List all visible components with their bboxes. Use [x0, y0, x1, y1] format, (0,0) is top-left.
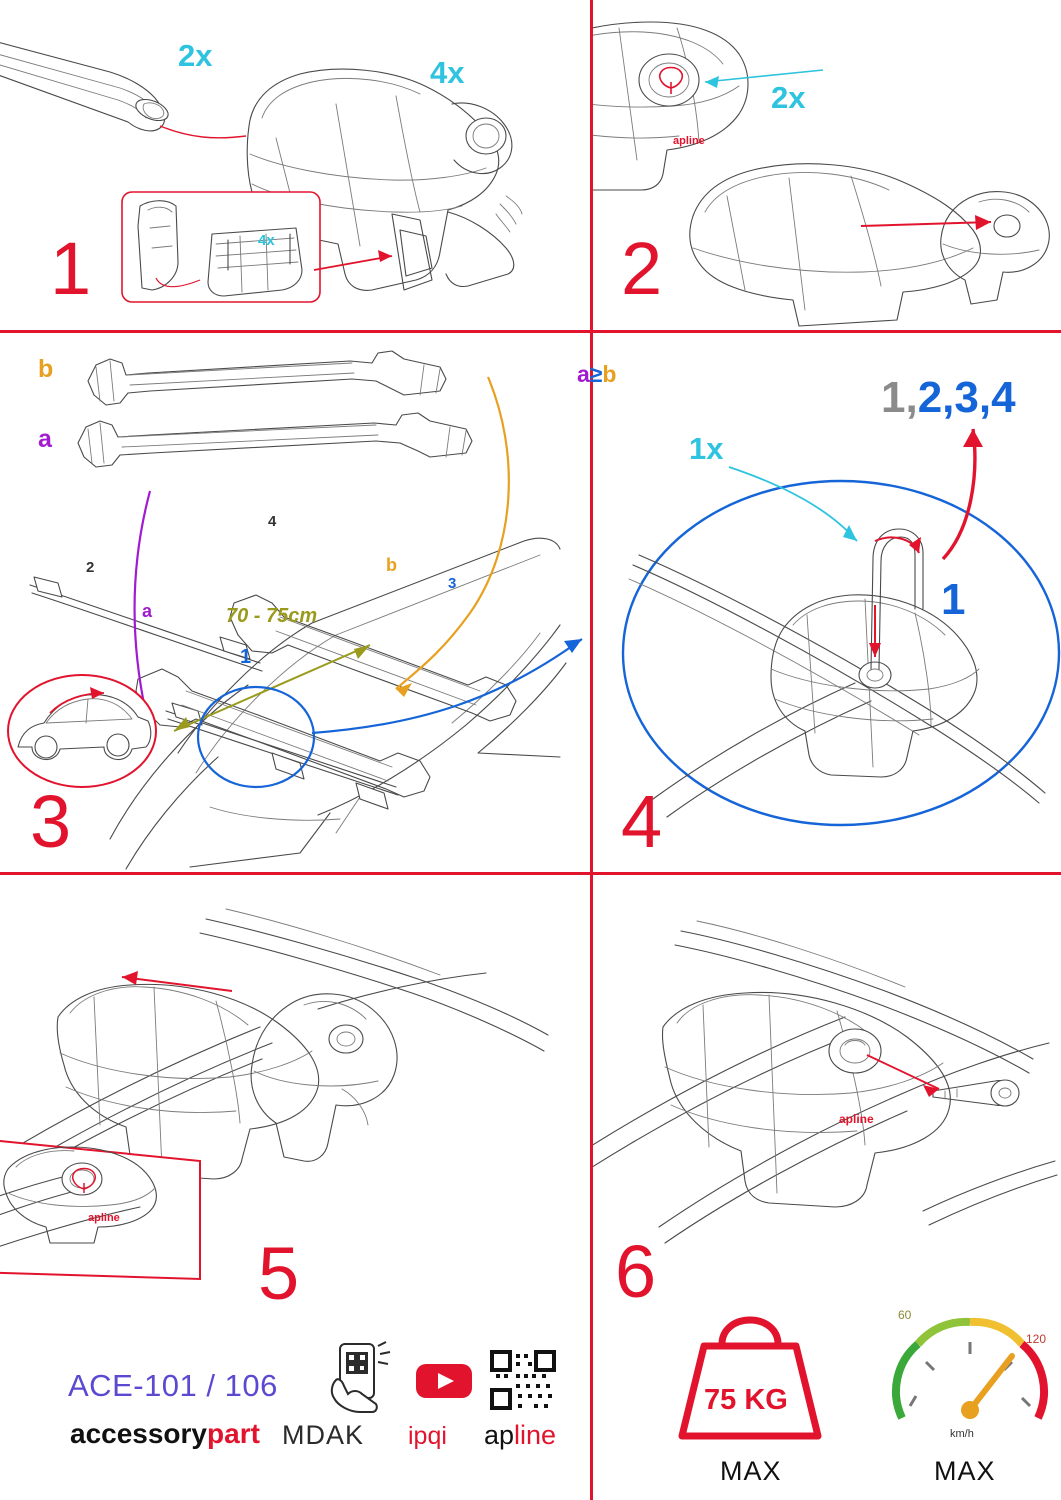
speed-limit-block — [880, 1300, 1060, 1500]
qr-code-icon — [490, 1350, 556, 1412]
position-4-label: 4 — [268, 513, 277, 530]
step-6-illustration — [593, 875, 1061, 1325]
position-1-label: 1 — [240, 646, 252, 668]
ab-compare-a: a — [577, 361, 590, 387]
brand-apline — [484, 1420, 556, 1451]
brand-apline-part2: line — [514, 1420, 557, 1450]
svg-text:apline: apline — [88, 1212, 120, 1224]
ab-compare-b: b — [602, 361, 617, 387]
qr-phone-icon — [318, 1340, 408, 1416]
weight-limit-block — [660, 1310, 860, 1500]
rail-label-b: b — [38, 355, 54, 383]
arrow-label-b: b — [386, 555, 397, 575]
ab-compare-label — [577, 361, 616, 388]
torque-step-1-label: 1 — [941, 575, 966, 624]
inset-qty-4x-label: 4x — [258, 232, 275, 249]
qty-2x-label-step2: 2x — [771, 80, 806, 115]
step-2-panel — [593, 0, 1061, 330]
qty-2x-label: 2x — [178, 38, 213, 73]
step-2-illustration — [593, 0, 1061, 330]
speed-limit-caption: MAX — [934, 1456, 996, 1486]
speed-unit-label: km/h — [950, 1428, 974, 1440]
ab-compare-sign: ≥ — [589, 361, 603, 387]
brand-apline-part1: ap — [484, 1420, 515, 1450]
svg-text:apline: apline — [839, 1112, 874, 1126]
step-5-panel — [0, 875, 590, 1325]
step-4-panel — [577, 333, 1061, 872]
weight-limit-value: 75 KG — [704, 1384, 788, 1416]
brand-accessorypart-part1: accessory — [70, 1418, 208, 1449]
tightening-sequence-label: 1,2,3,4 — [881, 373, 1016, 422]
position-2-label: 2 — [86, 559, 95, 576]
step-4-number: 4 — [621, 780, 664, 863]
model-code-label: ACE-101 / 106 — [68, 1368, 278, 1403]
arrow-label-a: a — [142, 601, 153, 621]
footer-left — [0, 1340, 590, 1500]
weight-limit-caption: MAX — [720, 1456, 782, 1486]
qty-4x-label: 4x — [430, 55, 465, 90]
weight-icon — [660, 1310, 860, 1450]
step-2-number: 2 — [621, 227, 664, 310]
step-6-panel — [593, 875, 1061, 1325]
step-6-number: 6 — [615, 1230, 658, 1313]
brand-ipqi: ipqi — [408, 1422, 447, 1450]
gauge-tick-max: 120 — [1026, 1332, 1047, 1346]
step-5-number: 5 — [258, 1232, 301, 1315]
youtube-icon[interactable] — [414, 1360, 474, 1402]
step-3-illustration — [0, 333, 590, 872]
brand-accessorypart — [70, 1418, 260, 1450]
brand-accessorypart-part2: part — [207, 1418, 260, 1449]
qty-1x-label: 1x — [689, 431, 724, 466]
step-3-panel — [0, 333, 590, 872]
gauge-tick-min: 60 — [898, 1308, 912, 1322]
step-1-panel — [0, 0, 590, 330]
position-3-label: 3 — [448, 575, 457, 592]
step-1-number: 1 — [50, 227, 93, 310]
rail-label-a: a — [38, 425, 52, 453]
dimension-label: 70 - 75cm — [226, 605, 318, 627]
brand-mdak: MDAK — [282, 1420, 365, 1450]
step-3-number: 3 — [30, 780, 73, 863]
svg-text:apline: apline — [673, 135, 705, 147]
